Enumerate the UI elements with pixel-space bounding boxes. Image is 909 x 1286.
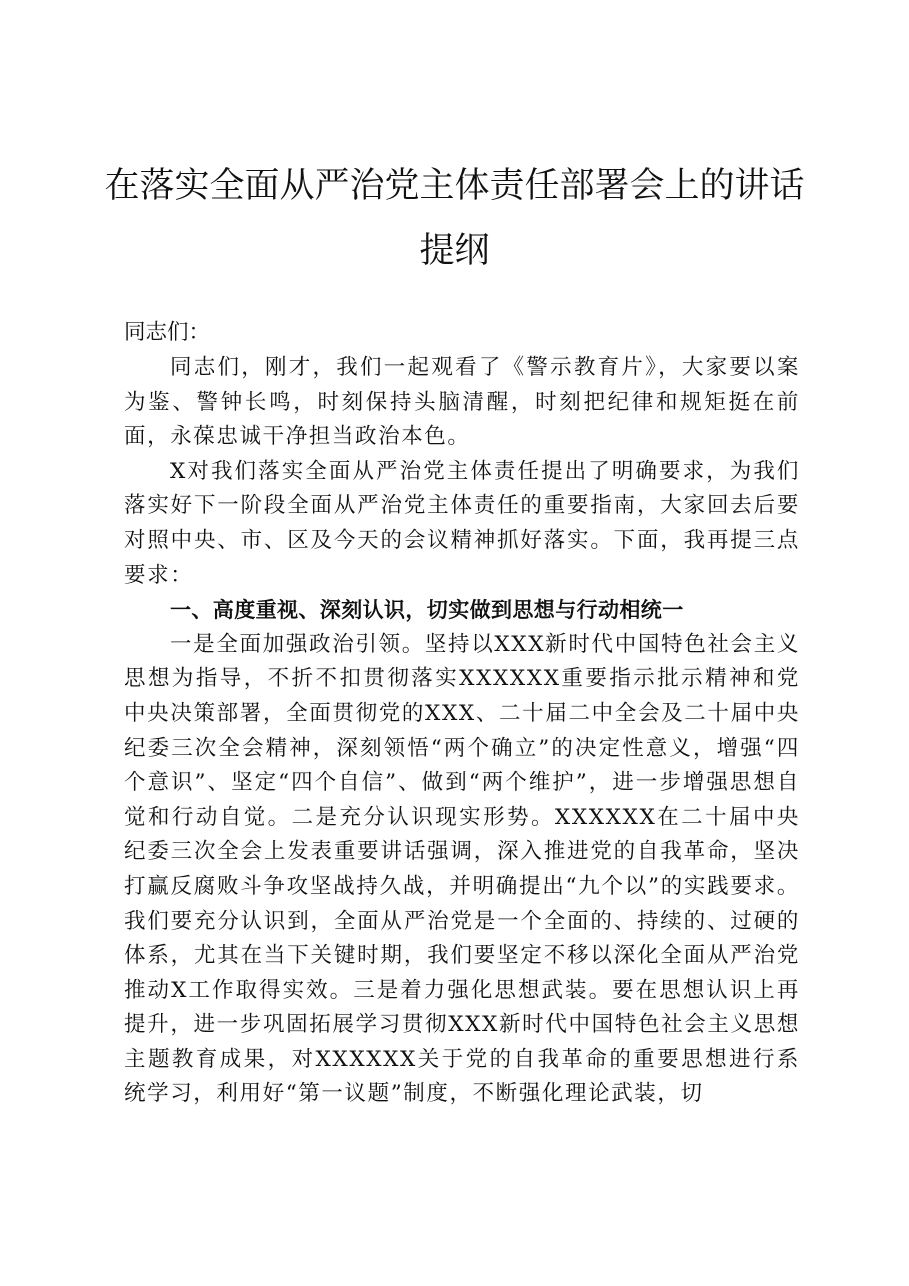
section-heading: 一、高度重视、深刻认识，切实做到思想与行动相统一 [170, 598, 684, 623]
document-title-line-2: 提纲 [419, 231, 490, 271]
document-title-line-1: 在落实全面从严治党主体责任部署会上的讲话 [104, 166, 805, 206]
section-body-paragraph: 一是全面加强政治引领。坚持以XXX新时代中国特色社会主义思想为指导，不折不扣贯彻落实XXXXXX重要指示批示精神和党中央决策部署，全面贯彻党的XXX、二十届二中全会及二十届中央纪委三次全会精神，深刻领悟“两个确立”的决定性意义，增强“四个意识”、坚定“四个自信”、做到“两个维护”，进一步增强思想自觉和行动自觉。二是充分认识现实形势。XXXXXX在二十届中央纪委三次全会上发表重要讲话强调，深入推进党的自我革命，坚决打赢反腐败斗争攻坚战持久战，并明确提出“九个以”的实践要求。我们要充分认识到，全面从严治党是一个全面的、持续的、过硬的体系，尤其在当下关键时期，我们要坚定不移以深化全面从严治党推动X工作取得实效。三是着力强化思想武装。要在思想认识上再提升，进一步巩固拓展学习贯彻XXX新时代中国特色社会主义思想主题教育成果，对XXXXXX关于党的自我革命的重要思想进行系统学习，利用好“第一议题”制度，不断强化理论武装，切 [124, 631, 800, 1107]
paragraph-requirements-intro: X对我们落实全面从严治党主体责任提出了明确要求，为我们落实好下一阶段全面从严治党主体责任的重要指南，大家回去后要对照中央、市、区及今天的会议精神抓好落实。下面，我再提三点要求： [124, 458, 800, 588]
paragraph-opening: 同志们，刚才，我们一起观看了《警示教育片》，大家要以案为鉴、警钟长鸣，时刻保持头脑清醒，时刻把纪律和规矩挺在前面，永葆忠诚干净担当政治本色。 [124, 355, 800, 450]
document-body [124, 351, 800, 1112]
salutation: 同志们： [124, 320, 211, 345]
